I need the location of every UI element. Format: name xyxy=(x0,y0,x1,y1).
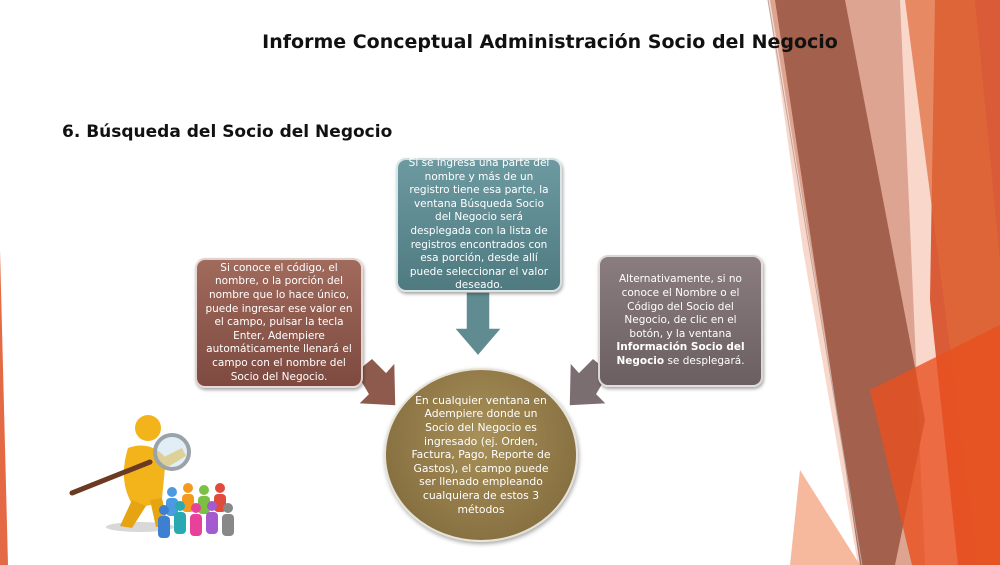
method-box-top-text: Si se ingresa una parte del nombre y más de un registro tiene esa parte, la ventana Búsqueda Socio del Negocio será desplegada con la lista de registros encontrados con esa porción, desde allí puede seleccionar el valor deseado. xyxy=(408,157,550,292)
method-box-right-suffix: se desplegará. xyxy=(664,354,745,367)
slide-title: Informe Conceptual Administración Socio del Negocio xyxy=(262,31,838,53)
section-heading: 6. Búsqueda del Socio del Negocio xyxy=(62,122,393,142)
center-circle-text: En cualquier ventana en Adempiere donde un Socio del Negocio es ingresado (ej. Orden, Factura, Pago, Reporte de Gastos), el campo puede ser llenado empleando cualquiera de estos 3 métodos xyxy=(411,393,551,516)
method-box-right-bold: Información Socio del Negocio xyxy=(616,341,745,367)
method-box-left-text: Si conoce el código, el nombre, o la porción del nombre que lo hace único, puede ingresar ese valor en el campo, pulsar la tecla Enter, Adempiere automáticamente llenará el campo con el nombre del Socio del Negocio. xyxy=(205,261,353,383)
method-box-right-prefix: Alternativamente, si no conoce el Nombre o el Código del Socio del Negocio, de clic en el botón, y la ventana xyxy=(619,273,742,340)
